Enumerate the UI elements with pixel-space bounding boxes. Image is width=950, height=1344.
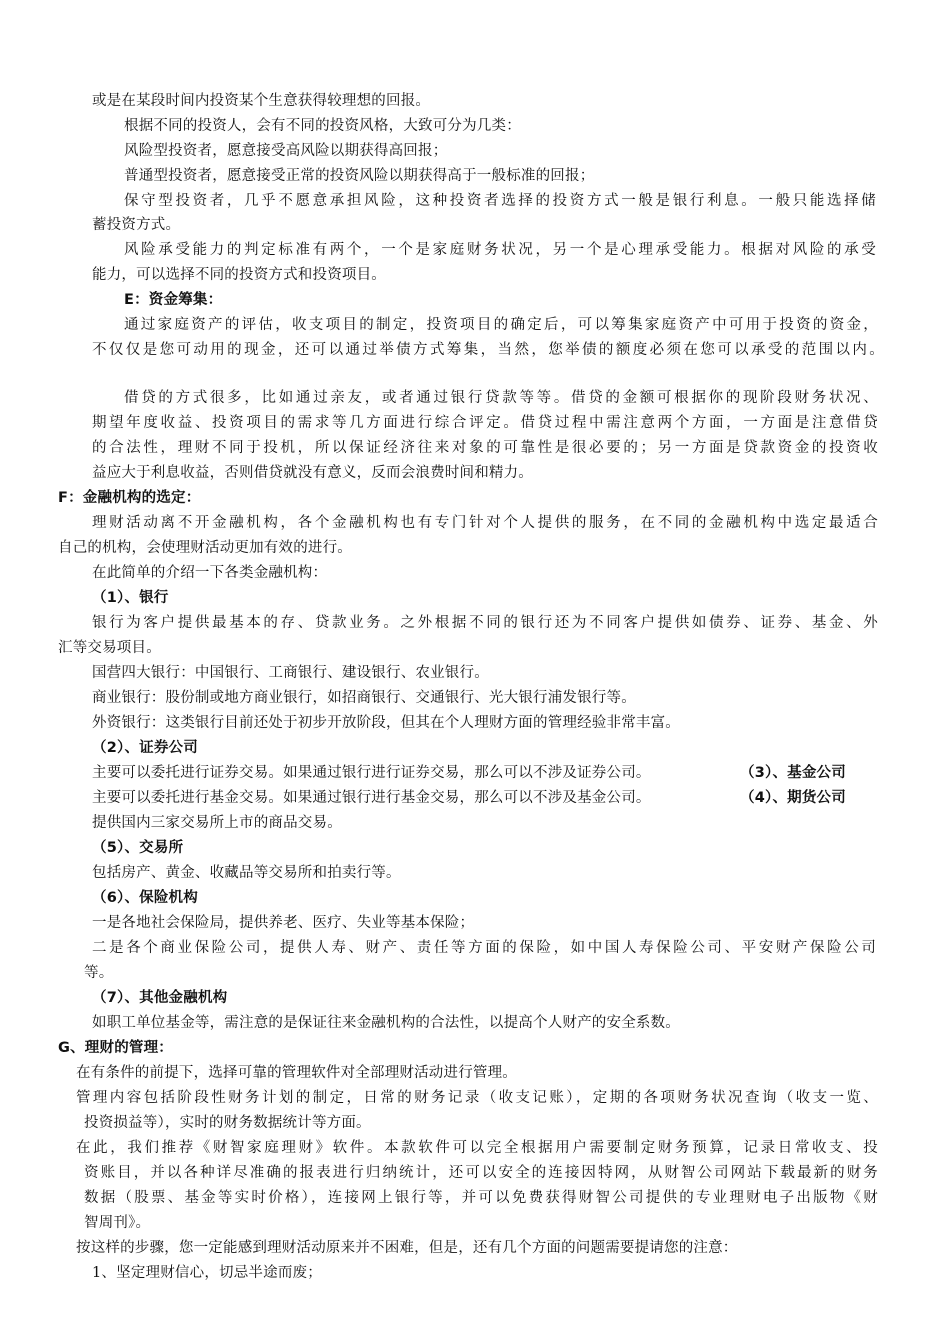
text-line: 理财活动离不开金融机构，各个金融机构也有专门针对个人提供的服务，在不同的金融机构中选定最适合 (92, 515, 878, 531)
text-line: 1、坚定理财信心，切忌半途而废； (92, 1265, 322, 1281)
text-line: 等。 (84, 965, 114, 981)
text-line: 保守型投资者，几乎不愿意承担风险，这种投资者选择的投资方式一般是银行利息。一般只能选择储 (124, 193, 876, 209)
text-line: 益应大于利息收益，否则借贷就没有意义，反而会浪费时间和精力。 (92, 465, 533, 481)
text-line: 蓄投资方式。 (92, 217, 181, 233)
text-line: 期望年度收益、投资项目的需求等几方面进行综合评定。借贷过程中需注意两个方面，一方面是注意借贷 (92, 415, 878, 431)
text-line: 在有条件的前提下，选择可靠的管理软件对全部理财活动进行管理。 (76, 1065, 517, 1081)
text-line: 提供国内三家交易所上市的商品交易。 (92, 815, 342, 831)
text-line: 数据（股票、基金等实时价格），连接网上银行等，并可以免费获得财智公司提供的专业理财电子出版物《财 (84, 1190, 878, 1206)
text-line: 能力，可以选择不同的投资方式和投资项目。 (92, 267, 386, 283)
text-line: 在此，我们推荐《财智家庭理财》软件。本款软件可以完全根据用户需要制定财务预算，记录日常收支、投 (76, 1140, 878, 1156)
text-line: 外资银行：这类银行目前还处于初步开放阶段，但其在个人理财方面的管理经验非常丰富。 (92, 715, 680, 731)
subsection-heading: （7）、其他金融机构 (92, 990, 228, 1006)
subsection-heading: （1）、银行 (92, 590, 169, 606)
text-line: 不仅仅是您可动用的现金，还可以通过举债方式筹集，当然，您举债的额度必须在您可以承受的范围以内。 (92, 342, 884, 358)
text-line: 国营四大银行：中国银行、工商银行、建设银行、农业银行。 (92, 665, 489, 681)
text-line: 主要可以委托进行基金交易。如果通过银行进行基金交易，那么可以不涉及基金公司。 (92, 790, 651, 806)
text-line: 或是在某段时间内投资某个生意获得较理想的回报。 (92, 93, 431, 109)
text-line: 借贷的方式很多，比如通过亲友，或者通过银行贷款等等。借贷的金额可根据你的现阶段财务状况、 (124, 390, 878, 406)
text-line: 风险型投资者，愿意接受高风险以期获得高回报； (124, 143, 448, 159)
text-line: 根据不同的投资人，会有不同的投资风格，大致可分为几类： (124, 118, 521, 134)
section-heading: E：资金筹集： (124, 292, 223, 308)
text-line: 资账目，并以各种详尽准确的报表进行归纳统计，还可以安全的连接因特网，从财智公司网站下载最新的财务 (84, 1165, 878, 1181)
text-line: 普通型投资者，愿意接受正常的投资风险以期获得高于一般标准的回报； (124, 168, 595, 184)
text-line: 如职工单位基金等，需注意的是保证往来金融机构的合法性，以提高个人财产的安全系数。 (92, 1015, 680, 1031)
text-line: 汇等交易项目。 (58, 640, 161, 656)
section-heading: G、理财的管理： (58, 1040, 174, 1056)
text-line: 银行为客户提供最基本的存、贷款业务。之外根据不同的银行还为不同客户提供如债券、证券、基金、外 (92, 615, 878, 631)
subsection-heading: （6）、保险机构 (92, 890, 198, 906)
text-line: 包括房产、黄金、收藏品等交易所和拍卖行等。 (92, 865, 401, 881)
section-heading: F：金融机构的选定： (58, 490, 201, 506)
subsection-heading: （3）、基金公司 (740, 765, 846, 781)
text-line: 通过家庭资产的评估，收支项目的制定，投资项目的确定后，可以筹集家庭资产中可用于投资的资金， (124, 317, 878, 333)
text-line: 在此简单的介绍一下各类金融机构： (92, 565, 328, 581)
text-line: 投资损益等），实时的财务数据统计等方面。 (84, 1115, 371, 1131)
text-line: 按这样的步骤，您一定能感到理财活动原来并不困难，但是，还有几个方面的问题需要提请您的注意： (76, 1240, 738, 1256)
subsection-heading: （4）、期货公司 (740, 790, 846, 806)
text-line: 二是各个商业保险公司，提供人寿、财产、责任等方面的保险，如中国人寿保险公司、平安财产保险公司 (92, 940, 876, 956)
text-line: 的合法性，理财不同于投机，所以保证经济往来对象的可靠性是很必要的；另一方面是贷款资金的投资收 (92, 440, 878, 456)
text-line: 智周刊》。 (84, 1215, 151, 1231)
subsection-heading: （2）、证券公司 (92, 740, 198, 756)
text-line: 自己的机构，会使理财活动更加有效的进行。 (58, 540, 352, 556)
text-line: 主要可以委托进行证券交易。如果通过银行进行证券交易，那么可以不涉及证券公司。 (92, 765, 651, 781)
text-line: 一是各地社会保险局，提供养老、医疗、失业等基本保险； (92, 915, 475, 931)
text-line: 商业银行：股份制或地方商业银行，如招商银行、交通银行、光大银行浦发银行等。 (92, 690, 636, 706)
text-line: 风险承受能力的判定标准有两个，一个是家庭财务状况，另一个是心理承受能力。根据对风险的承受 (124, 242, 876, 258)
text-line: 管理内容包括阶段性财务计划的制定，日常的财务记录（收支记账），定期的各项财务状况查询（收支一览、 (76, 1090, 878, 1106)
subsection-heading: （5）、交易所 (92, 840, 184, 856)
